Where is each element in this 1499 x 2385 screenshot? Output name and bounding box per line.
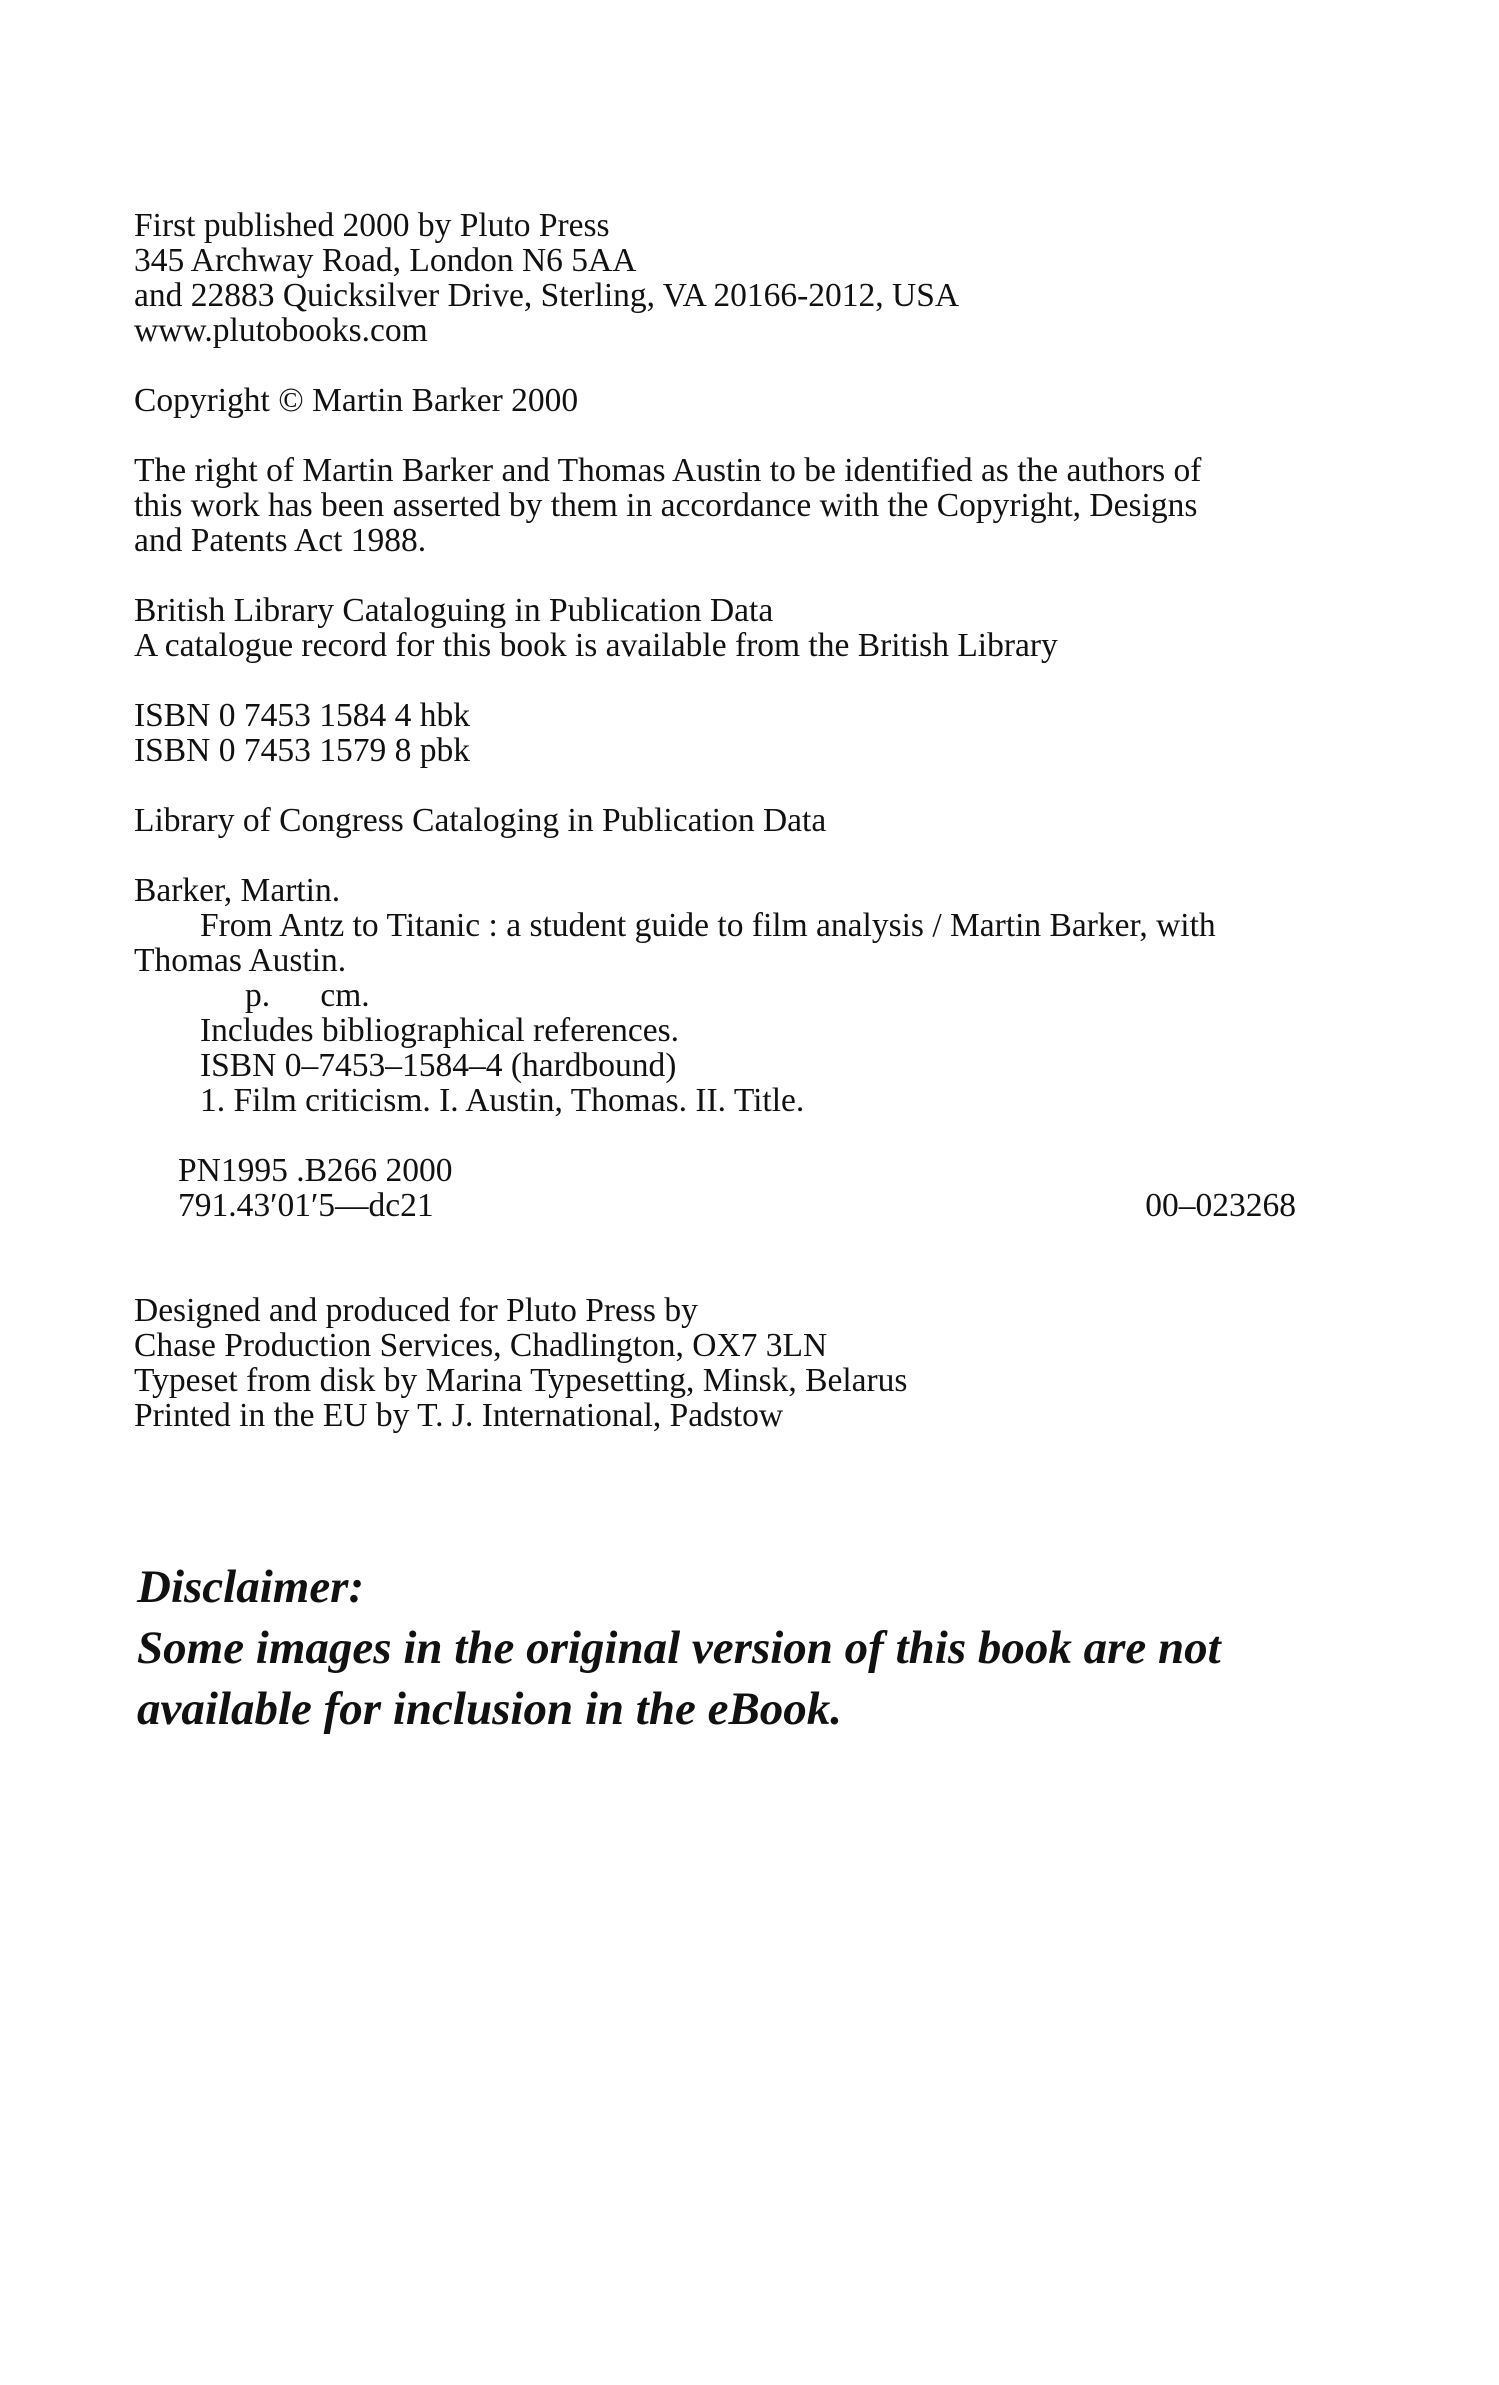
isbn-block xyxy=(134,698,1296,768)
publisher-line: 345 Archway Road, London N6 5AA xyxy=(134,242,637,279)
cip-block xyxy=(134,873,1296,1223)
cip-author: Barker, Martin. xyxy=(134,872,341,909)
copyright-page xyxy=(134,208,1296,1468)
production-line: Designed and produced for Pluto Press by xyxy=(134,1292,698,1329)
british-library-line: British Library Cataloguing in Publication Data xyxy=(134,592,774,629)
british-library-block xyxy=(134,593,1296,663)
cip-dewey: 791.43′01′5—dc21 xyxy=(178,1187,434,1224)
rights-line: and Patents Act 1988. xyxy=(134,522,427,559)
disclaimer-heading: Disclaimer: xyxy=(137,1561,365,1613)
cip-lc-class: PN1995 .B266 2000 xyxy=(178,1152,453,1189)
copyright-notice: Copyright © Martin Barker 2000 xyxy=(134,382,579,419)
loc-heading-block xyxy=(134,803,1296,838)
cip-title-line: From Antz to Titanic : a student guide to film analysis / Martin Barker, with xyxy=(200,907,1216,944)
production-line: Chase Production Services, Chadlington, OX7 3LN xyxy=(134,1327,828,1364)
publisher-line: and 22883 Quicksilver Drive, Sterling, VA 20166-2012, USA xyxy=(134,277,960,314)
cip-physical: p. cm. xyxy=(245,977,370,1014)
isbn-hbk: ISBN 0 7453 1584 4 hbk xyxy=(134,697,470,734)
cip-note: Includes bibliographical references. xyxy=(200,1012,680,1049)
rights-line: this work has been asserted by them in accordance with the Copyright, Designs xyxy=(134,487,1198,524)
cip-note: ISBN 0–7453–1584–4 (hardbound) xyxy=(200,1047,677,1084)
publisher-block xyxy=(134,208,1296,348)
copyright-block xyxy=(134,383,1296,418)
isbn-pbk: ISBN 0 7453 1579 8 pbk xyxy=(134,732,470,769)
rights-line: The right of Martin Barker and Thomas Austin to be identified as the authors of xyxy=(134,452,1202,489)
disclaimer-block xyxy=(137,1557,1337,1740)
cip-note: 1. Film criticism. I. Austin, Thomas. II. Title. xyxy=(200,1082,805,1119)
cip-lccn: 00–023268 xyxy=(1145,1187,1296,1224)
rights-block xyxy=(134,453,1296,558)
production-line: Printed in the EU by T. J. International, Padstow xyxy=(134,1397,784,1434)
production-line: Typeset from disk by Marina Typesetting, Minsk, Belarus xyxy=(134,1362,908,1399)
british-library-line: A catalogue record for this book is available from the British Library xyxy=(134,627,1058,664)
cip-classification-row xyxy=(134,1188,1296,1223)
publisher-line: First published 2000 by Pluto Press xyxy=(134,207,610,244)
loc-heading: Library of Congress Cataloging in Publication Data xyxy=(134,802,827,839)
cip-title-line: Thomas Austin. xyxy=(134,942,347,979)
disclaimer-line: available for inclusion in the eBook. xyxy=(137,1683,843,1735)
production-block xyxy=(134,1293,1296,1433)
publisher-website: www.plutobooks.com xyxy=(134,312,428,349)
disclaimer-line: Some images in the original version of this book are not xyxy=(137,1622,1221,1674)
